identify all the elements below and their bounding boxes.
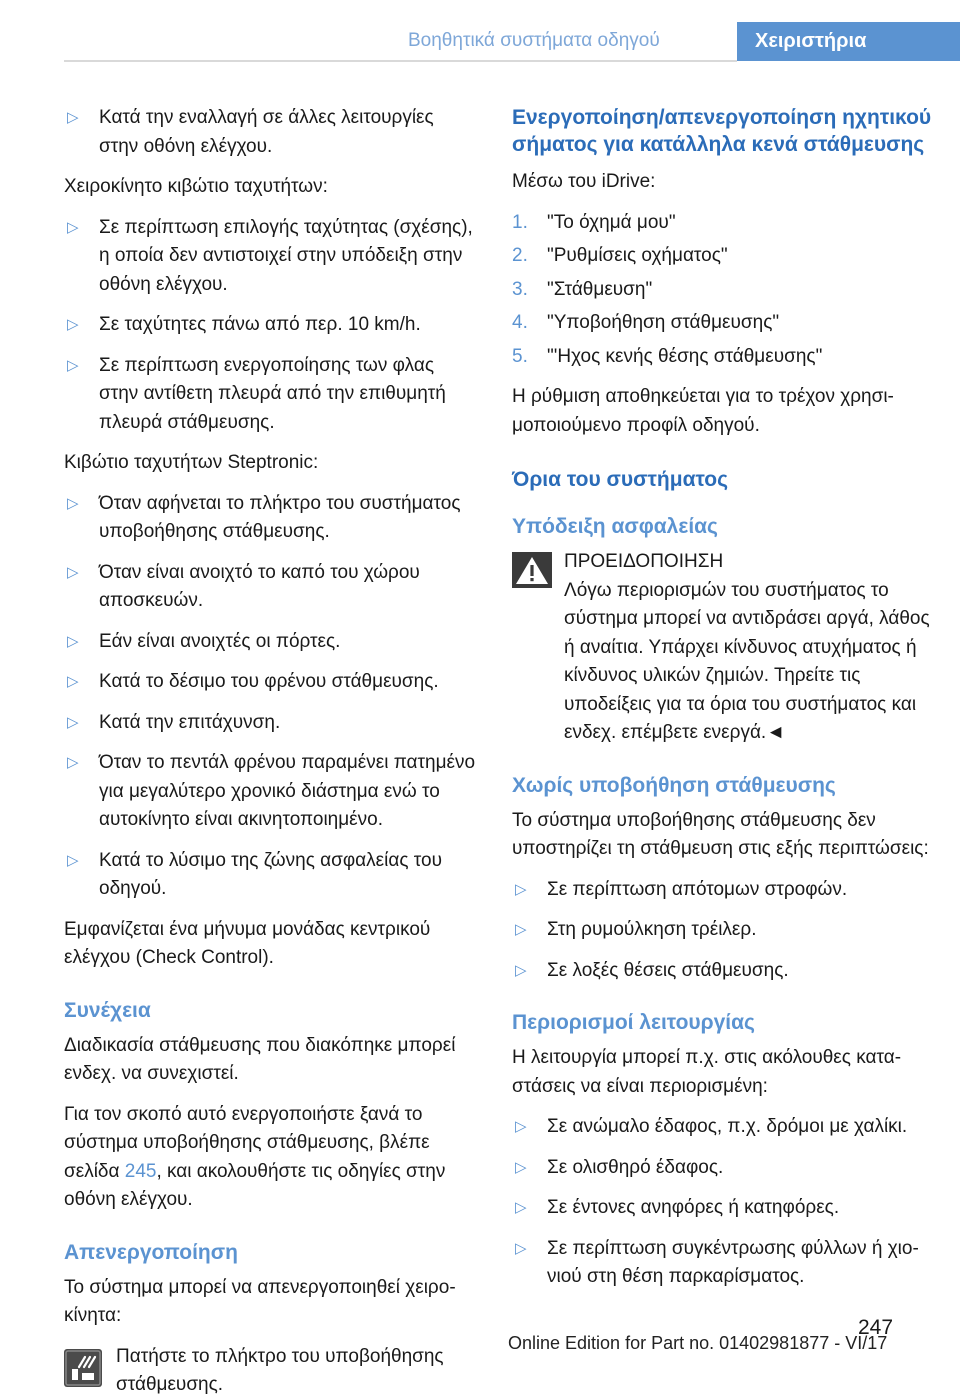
bullet-item	[64, 628, 478, 657]
bullet-text: Κατά το δέσιμο του φρένου στάθμευσης.	[99, 671, 439, 692]
restrictions-heading: Περιορισμοί λειτουργίας	[512, 1011, 755, 1034]
step-item	[512, 309, 932, 338]
step-number: 3.	[512, 278, 528, 300]
header-rule	[64, 60, 737, 62]
bullet-item	[512, 1235, 932, 1292]
bullet-text: Όταν αφήνεται το πλήκτρο του συστήματος υποβοήθησης στάθμευσης.	[99, 492, 461, 542]
page-reference-link[interactable]: 245	[124, 1160, 157, 1182]
bullet-text: Κατά την επιτάχυνση.	[99, 711, 281, 733]
triangle-bullet-icon: ▷	[67, 754, 79, 771]
step-item	[512, 343, 932, 372]
signal-heading: Ενεργοποίηση/απενεργοποίηση ηχητικού σήματος για κατάλληλα κενά στάθμευσης	[512, 106, 932, 156]
step-text: "Στάθμευση"	[547, 278, 653, 300]
bullet-item	[64, 749, 478, 835]
bullet-text: Σε περίπτωση απότομων στροφών.	[547, 878, 848, 900]
bullet-text: Στη ρυμούλκηση τρέιλερ.	[547, 919, 757, 940]
edition-footer: Online Edition for Part no. 01402981877 - VI/17	[508, 1333, 888, 1353]
deactivation-text: Το σύστημα μπορεί να απενεργοποιηθεί χειροκίνητα:	[64, 1276, 456, 1326]
triangle-bullet-icon: ▷	[515, 1239, 527, 1257]
triangle-bullet-icon: ▷	[515, 1118, 527, 1135]
no-assist-heading: Χωρίς υποβοήθηση στάθμευσης	[512, 773, 836, 797]
bullet-item	[512, 916, 932, 945]
continue-reference	[64, 1101, 478, 1215]
warning-text: Λόγω περιορισμών του συστήματος το σύστημα μπορεί να αντιδράσει αργά, λάθος ή αναίτια. Υπάρχει κίνδυνος ατυχήματος ή κίνδυνος υλικών ζημιών. Τηρείτε τις υποδείξεις για τα όρια του συστήματος και ενδεχ. επέμβετε ενεργά.◄	[564, 579, 930, 743]
bullet-item	[512, 957, 932, 986]
step-text: "Το όχημά μου"	[547, 211, 676, 233]
step-number: 5.	[512, 345, 528, 367]
manual-gearbox-intro: Χειροκίνητο κιβώτιο ταχυτήτων:	[64, 176, 328, 197]
bullet-text: Σε ολισθηρό έδαφος.	[547, 1156, 724, 1178]
button-instruction	[64, 1343, 478, 1400]
bullet-text: Σε ταχύτητες πάνω από περ. 10 km/h.	[99, 314, 421, 335]
triangle-bullet-icon: ▷	[515, 1158, 527, 1176]
triangle-bullet-icon: ▷	[515, 961, 527, 979]
check-control-text: Εμφανίζεται ένα μήνυμα μονάδας κεντρικού ελέγχου (Check Control).	[64, 918, 431, 968]
warning-triangle-icon	[512, 552, 552, 588]
bullet-text: Σε περίπτωση ενεργοποίησης των φλας στην αντίθετη πλευρά από την επιθυμητή πλευρά στάθμευσης.	[99, 354, 446, 433]
triangle-bullet-icon: ▷	[67, 673, 79, 690]
right-column	[512, 104, 932, 1304]
button-instruction-text: Πατήστε το πλήκτρο του υποβοήθησης στάθμευσης.	[116, 1345, 444, 1395]
triangle-bullet-icon: ▷	[515, 880, 527, 898]
limits-heading: Όρια του συστήματος	[512, 468, 729, 491]
triangle-bullet-icon: ▷	[67, 851, 79, 869]
bullet-item	[64, 709, 478, 738]
warning-label: ΠΡΟΕΙΔΟΠΟΙΗΣΗ	[564, 551, 724, 572]
page-number: 247	[858, 1316, 894, 1339]
bullet-text: Όταν το πεντάλ φρένου παραμένει πατημένο για μεγαλύτερο χρονικό διάστημα ενώ το αυτοκίνητο είναι ακινητοποιημένο.	[99, 752, 476, 830]
step-item	[512, 276, 932, 305]
triangle-bullet-icon: ▷	[67, 218, 79, 236]
safety-heading: Υπόδειξη ασφαλείας	[512, 515, 718, 538]
bullet-item	[64, 490, 478, 547]
bullet-text: Σε λοξές θέσεις στάθμευσης.	[547, 959, 789, 981]
bullet-text: Σε έντονες ανηφόρες ή κατηφόρες.	[547, 1197, 840, 1218]
triangle-bullet-icon: ▷	[67, 563, 79, 581]
step-item	[512, 242, 932, 271]
bullet-text: Εάν είναι ανοιχτές οι πόρτες.	[99, 630, 341, 652]
bullet-item	[64, 104, 478, 161]
bullet-item	[512, 1194, 932, 1223]
triangle-bullet-icon: ▷	[67, 109, 79, 126]
step-number: 4.	[512, 312, 528, 333]
continue-ref-post: , και ακολουθήστε τις οδηγίες στην οθόνη ελέγχου.	[64, 1160, 446, 1210]
triangle-bullet-icon: ▷	[67, 632, 79, 650]
bullet-text: Κατά το λύσιμο της ζώνης ασφαλείας του οδηγού.	[99, 849, 442, 899]
warning-box	[512, 548, 932, 748]
bullet-item	[64, 668, 478, 697]
triangle-bullet-icon: ▷	[67, 713, 79, 731]
step-number: 1.	[512, 211, 528, 233]
running-header-tab: Χειριστήρια	[737, 22, 960, 61]
bullet-item	[64, 214, 478, 300]
bullet-item	[512, 1154, 932, 1183]
bullet-item	[64, 847, 478, 904]
triangle-bullet-icon: ▷	[515, 1199, 527, 1216]
restrictions-text: Η λειτουργία μπορεί π.χ. στις ακόλουθες καταστάσεις να είναι περιορισμένη:	[512, 1047, 902, 1097]
triangle-bullet-icon: ▷	[515, 921, 527, 938]
triangle-bullet-icon: ▷	[67, 316, 79, 333]
idrive-intro: Μέσω του iDrive:	[512, 171, 656, 192]
bullet-text: Σε ανώμαλο έδαφος, π.χ. δρόμοι με χαλίκι.	[547, 1116, 908, 1137]
step-number: 2.	[512, 245, 528, 266]
left-column	[64, 104, 478, 1400]
triangle-bullet-icon: ▷	[67, 356, 79, 374]
no-assist-text: Το σύστημα υποβοήθησης στάθμευσης δεν υποστηρίζει τη στάθμευση στις εξής περιπτώσεις:	[512, 809, 929, 859]
triangle-bullet-icon: ▷	[67, 494, 79, 512]
bullet-text: Όταν είναι ανοιχτό το καπό του χώρου αποσκευών.	[99, 561, 420, 611]
parking-assist-button-icon	[64, 1349, 102, 1387]
continue-text: Διαδικασία στάθμευσης που διακόπηκε μπορεί ενδεχ. να συνεχιστεί.	[64, 1034, 456, 1084]
bullet-text: Σε περίπτωση επιλογής ταχύτητας (σχέσης), η οποία δεν αντιστοιχεί στην υπόδειξη στην οθόνη ελέγχου.	[99, 216, 473, 295]
bullet-item	[64, 352, 478, 438]
bullet-item	[512, 1113, 932, 1142]
continue-heading: Συνέχεια	[64, 998, 151, 1022]
bullet-item	[64, 311, 478, 340]
bullet-item	[64, 559, 478, 616]
step-text: "'Ηχος κενής θέσης στάθμευσης"	[547, 345, 823, 367]
step-text: "Υποβοήθηση στάθμευσης"	[547, 312, 780, 333]
deactivation-heading: Απενεργοποίηση	[64, 1240, 238, 1264]
step-item	[512, 209, 932, 238]
bullet-item	[512, 876, 932, 905]
bullet-text: Κατά την εναλλαγή σε άλλες λειτουργίες στην οθόνη ελέγχου.	[99, 107, 434, 157]
continue-ref-pre: Για τον σκοπό αυτό ενεργοποιήστε ξανά το σύστημα υποβοήθησης στάθμευσης, βλέπε σελίδα	[64, 1103, 430, 1182]
steptronic-intro: Κιβώτιο ταχυτήτων Steptronic:	[64, 452, 319, 473]
step-text: "Ρυθμίσεις οχήματος"	[547, 245, 728, 266]
bullet-text: Σε περίπτωση συγκέντρωσης φύλλων ή χιονιού στη θέση παρκαρίσματος.	[547, 1237, 919, 1287]
running-header-section: Βοηθητικά συστήματα οδηγού	[408, 30, 660, 51]
profile-note: Η ρύθμιση αποθηκεύεται για το τρέχον χρησιμοποιούμενο προφίλ οδηγού.	[512, 386, 894, 436]
